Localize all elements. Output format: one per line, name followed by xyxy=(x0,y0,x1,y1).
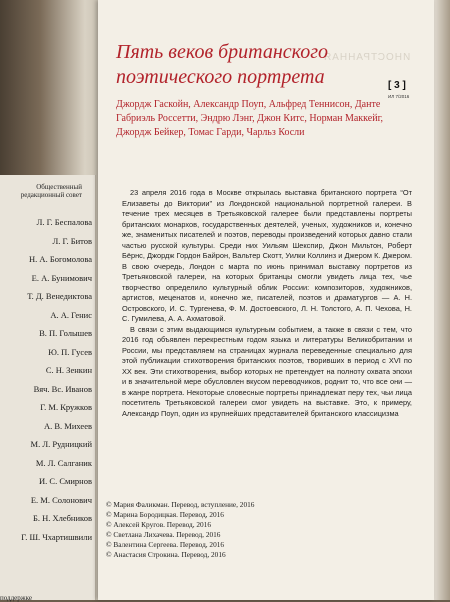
council-member: Г. Ш. Чхартишвили xyxy=(21,531,92,542)
left-page-footer: поддержке xyxy=(0,594,32,602)
council-member: А. А. Генис xyxy=(50,309,92,320)
credit-line: © Мария Фаликман. Перевод, вступление, 2016 xyxy=(106,500,255,509)
editorial-council-list xyxy=(20,213,92,546)
council-member: Ю. П. Гусев xyxy=(48,346,92,357)
council-member: Л. Г. Беспалова xyxy=(36,217,92,227)
council-member: Л. Г. Битов xyxy=(52,235,92,246)
credit-line: © Анастасия Строкина. Перевод, 2016 xyxy=(106,549,226,559)
translation-credits xyxy=(106,500,356,559)
council-member: Е. М. Солонович xyxy=(30,494,92,505)
credit-line: © Светлана Лихачева. Перевод, 2016 xyxy=(106,529,221,539)
credit-line: © Алексей Кругов. Перевод, 2016 xyxy=(106,519,211,529)
left-page xyxy=(0,175,96,600)
article-title: Пять веков британского поэтического портрета xyxy=(116,41,329,88)
council-member: Н. А. Богомолова xyxy=(29,254,92,264)
council-member: Е. А. Бунимович xyxy=(31,272,92,283)
council-member: Г. М. Кружков xyxy=(40,402,92,412)
right-page xyxy=(98,0,434,600)
council-member: А. В. Михеев xyxy=(43,420,92,431)
issue-label: ИЛ 7/2016 xyxy=(388,94,410,99)
council-member: Т. Д. Венедиктова xyxy=(27,291,92,301)
council-member: М. Л. Рудницкий xyxy=(30,439,92,449)
council-member: Б. Н. Хлебников xyxy=(32,513,92,523)
council-member: В. П. Голышев xyxy=(39,328,92,338)
background-right xyxy=(432,0,450,600)
council-member: М. Л. Салганик xyxy=(35,457,92,468)
body-paragraph: В связи с этим выдающимся культурным событием, а также в связи с тем, что 2016 год объявлен перекрестным годом языка и литературы Великобритании и России, мы представляем на страницах журнала переведенные специально для этой публикации стихотворения британских поэтов, творивших в период с XVI по XX век. Эти стихотворения, выбор которых не претендует на полноту охвата эпохи и в значительной мере обусловлен вкусом переводчиков, роднит то, что все они — в жанре портрета. Некоторые словесные портреты принадлежат перу тех, чьи лица посетитель Третьяковской галереи смог увидеть на выставке. Это, к примеру, Александр Поуп, один из крупнейших представителей британского классицизма xyxy=(122,324,412,418)
author-list: Джордж Гаскойн, Александр Поуп, Альфред Теннисон, Данте Габриэль Россетти, Эндрю Лэнг, Джон Китс, Норман Маккейг, Джордж Бейкер, Томас Гарди, Чарльз Косли xyxy=(116,99,384,138)
editorial-council-header: Общественный редакционный совет xyxy=(20,183,82,199)
journal-watermark: ИНОСТРАННАЯ xyxy=(323,52,411,63)
article-body xyxy=(122,188,412,419)
credit-line: © Валентина Сергеева. Перевод, 2016 xyxy=(106,539,225,549)
council-member: С. Н. Зенкин xyxy=(45,365,92,375)
credit-line: © Марина Бородицкая. Перевод, 2016 xyxy=(106,509,224,519)
council-member: Вяч. Вс. Иванов xyxy=(33,383,92,394)
council-member: И. С. Смирнов xyxy=(39,476,92,486)
body-paragraph: 23 апреля 2016 года в Москве открылась выставка британского портрета “От Елизаветы до Виктории” из Лондонской национальной портретной галереи. В течение трех месяцев в Третьяковской галерее были представлены портреты британских монархов, государственных деятелей, ученых, художников и, конечно же, знаменитых писателей и поэтов, переводы произведений которых давно стали частью русской культуры. Среди них Уильям Шекспир, Джон Мильтон, Роберт Бёрнс, Джордж Гордон Байрон, Вальтер Скотт, Уилки Коллинз и Джером К. Джером. В свою очередь, Лондон с марта по июнь принимал выставку портретов из Третьяковской галереи, на которых британцы смогли увидеть лица тех, чье творчество определило культурный облик России: композиторов, художников, артистов, меценатов и, конечно же, писателей, поэтов и драматургов — А. Н. Островского, И. С. Тургенева, Ф. М. Достоевского, Л. Н. Толстого, А. П. Чехова, Н. С. Гумилева, А. А. Ахматовой. xyxy=(122,188,412,323)
page-number: [ 3 ] xyxy=(388,80,406,91)
